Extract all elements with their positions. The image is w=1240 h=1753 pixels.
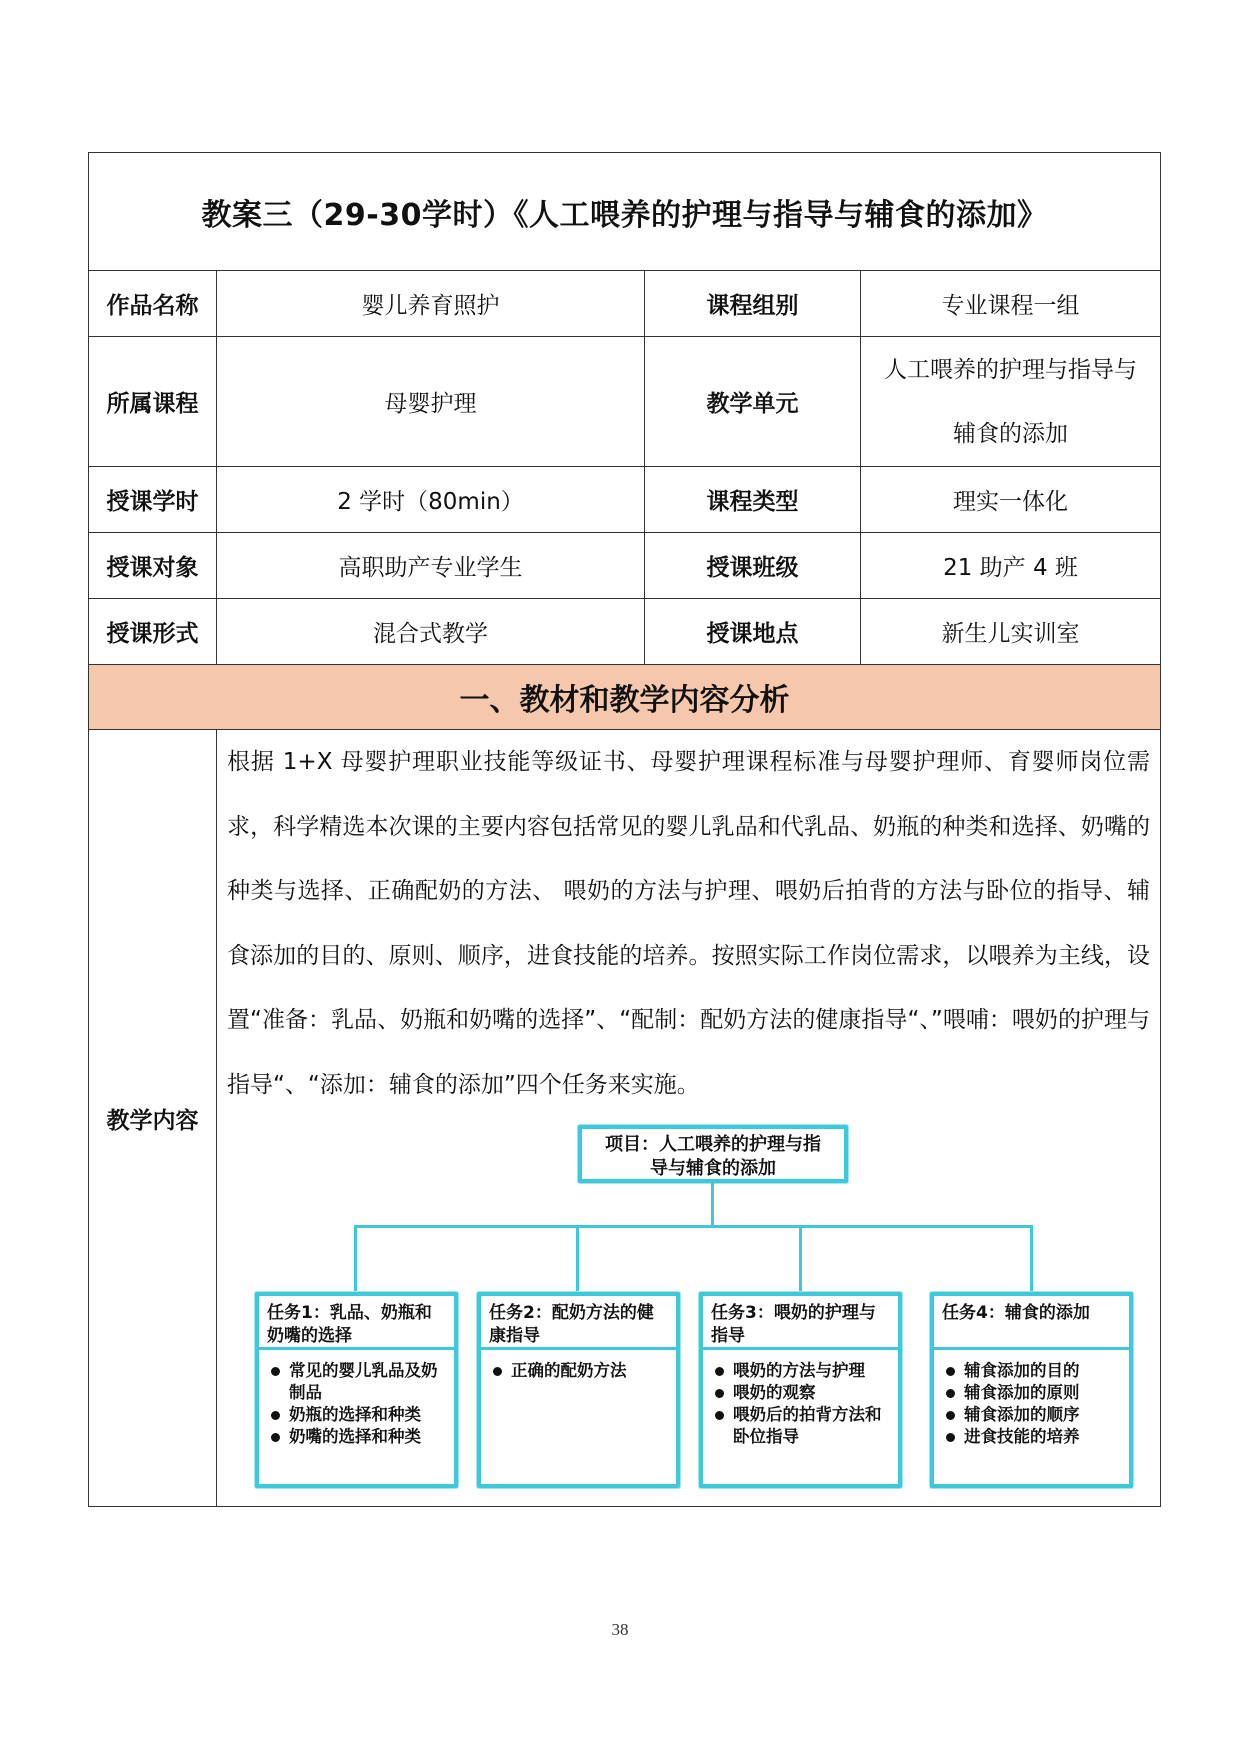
task-1-title: 任务1：乳品、奶瓶和奶嘴的选择	[259, 1296, 454, 1350]
value-audience: 高职助产专业学生	[217, 533, 645, 599]
task-box-3	[699, 1292, 902, 1488]
label-location: 授课地点	[645, 599, 861, 665]
task-diagram	[253, 1125, 1133, 1490]
section-title: 一、教材和教学内容分析	[89, 665, 1161, 730]
value-teaching-form: 混合式教学	[217, 599, 645, 665]
task-box-1	[255, 1292, 458, 1488]
teaching-content-cell	[217, 730, 1161, 1507]
label-teaching-form: 授课形式	[89, 599, 217, 665]
teaching-content-paragraph: 根据 1+X 母婴护理职业技能等级证书、母婴护理课程标准与母婴护理师、育婴师岗位需求，科学精选本次课的主要内容包括常见的婴儿乳品和代乳品、奶瓶的种类和选择、奶嘴的种类与选择、正确配奶的方法、 喂奶的方法与护理、喂奶后拍背的方法与卧位的指导、辅食添加的目的、原则、顺序，进食技能的培养。按照实际工作岗位需求，以喂养为主线，设置“准备：乳品、奶瓶和奶嘴的选择”、“配制：配奶方法的健康指导“、”喂哺：喂奶的护理与指导“、“添加：辅食的添加”四个任务来实施。	[227, 749, 1151, 1098]
task-3-title: 任务3：喂奶的护理与指导	[703, 1296, 898, 1350]
lesson-title: 教案三（29-30学时）《人工喂养的护理与指导与辅食的添加》	[89, 153, 1161, 271]
value-course-group: 专业课程一组	[861, 271, 1161, 337]
connector-task-1	[354, 1225, 357, 1292]
task-4-item-4: 进食技能的培养	[942, 1426, 1121, 1448]
diagram-root-line-2: 导与辅食的添加	[650, 1158, 776, 1179]
task-4-item-1: 辅食添加的目的	[942, 1360, 1121, 1382]
diagram-root-box	[578, 1125, 848, 1183]
task-1-item-3: 奶嘴的选择和种类	[267, 1426, 446, 1448]
value-teaching-unit	[861, 337, 1161, 467]
connector-horizontal	[354, 1225, 1032, 1228]
teaching-unit-line-2: 辅食的添加	[953, 420, 1068, 447]
teaching-unit-line-1: 人工喂养的护理与指导与	[884, 356, 1137, 383]
task-box-2	[477, 1292, 680, 1488]
label-class: 授课班级	[645, 533, 861, 599]
connector-task-3	[799, 1225, 802, 1292]
label-course-group: 课程组别	[645, 271, 861, 337]
task-3-item-3: 喂奶后的拍背方法和卧位指导	[711, 1404, 890, 1448]
connector-task-2	[576, 1225, 579, 1292]
label-course-type: 课程类型	[645, 467, 861, 533]
value-class: 21 助产 4 班	[861, 533, 1161, 599]
label-teaching-content: 教学内容	[89, 730, 217, 1507]
label-course: 所属课程	[89, 337, 217, 467]
connector-task-4	[1030, 1225, 1033, 1292]
task-4-title: 任务4：辅食的添加	[934, 1296, 1129, 1350]
task-4-item-2: 辅食添加的原则	[942, 1382, 1121, 1404]
label-teaching-unit: 教学单元	[645, 337, 861, 467]
diagram-root-line-1: 项目：人工喂养的护理与指	[605, 1134, 821, 1155]
task-2-title: 任务2：配奶方法的健康指导	[481, 1296, 676, 1350]
page-number: 38	[611, 1620, 629, 1639]
label-work-name: 作品名称	[89, 271, 217, 337]
label-class-hours: 授课学时	[89, 467, 217, 533]
value-course-type: 理实一体化	[861, 467, 1161, 533]
task-3-item-2: 喂奶的观察	[711, 1382, 890, 1404]
label-audience: 授课对象	[89, 533, 217, 599]
connector-vertical-root	[711, 1183, 714, 1227]
value-course: 母婴护理	[217, 337, 645, 467]
task-1-item-2: 奶瓶的选择和种类	[267, 1404, 446, 1426]
value-class-hours: 2 学时（80min）	[217, 467, 645, 533]
value-location: 新生儿实训室	[861, 599, 1161, 665]
lesson-plan-table	[88, 152, 1161, 1507]
task-2-item-1: 正确的配奶方法	[489, 1360, 668, 1382]
task-1-item-1: 常见的婴儿乳品及奶制品	[267, 1360, 446, 1404]
task-box-4	[930, 1292, 1133, 1488]
task-4-item-3: 辅食添加的顺序	[942, 1404, 1121, 1426]
task-3-item-1: 喂奶的方法与护理	[711, 1360, 890, 1382]
value-work-name: 婴儿养育照护	[217, 271, 645, 337]
